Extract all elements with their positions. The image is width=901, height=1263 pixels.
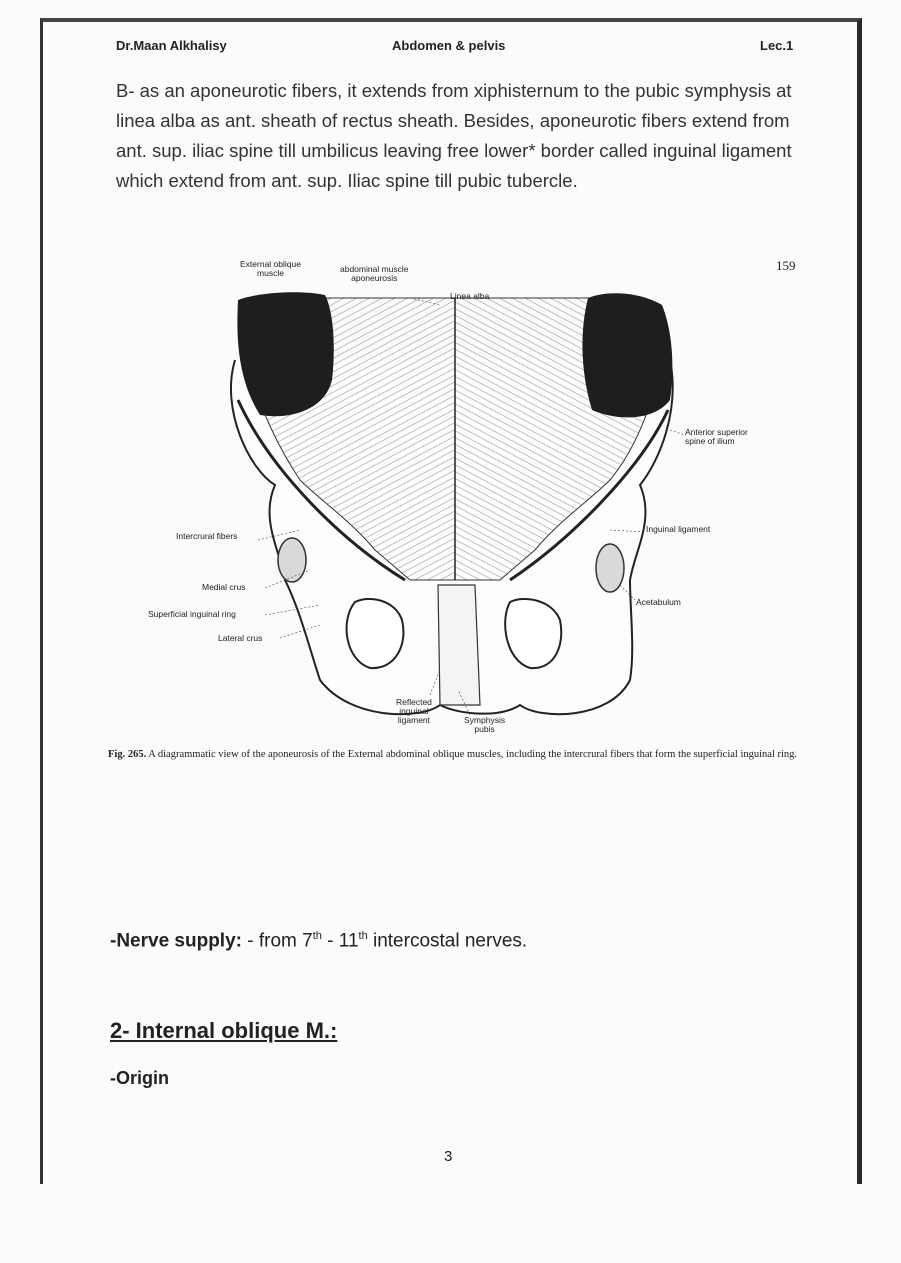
book-page-number: 159 [776, 258, 796, 273]
left-acetabulum [278, 538, 306, 582]
nerve-supply-line [110, 930, 527, 952]
label-external-oblique: External oblique muscle [240, 259, 301, 278]
section-title: 2- Internal oblique M.: [110, 1018, 338, 1043]
nerve-supply-sup2: th [358, 930, 368, 942]
label-asis: Anterior superior spine of ilium [685, 427, 748, 446]
label-linea-alba: Linea alba [450, 291, 490, 301]
right-acetabulum [596, 544, 624, 592]
label-lateral-crus: Lateral crus [218, 633, 263, 643]
nerve-supply-middle: - 11 [321, 930, 359, 952]
caption-label: Fig. 265. [108, 749, 147, 760]
label-inguinal-ligament: Inguinal ligament [646, 524, 711, 534]
header-subject: Abdomen & pelvis [392, 38, 506, 53]
anatomy-figure [140, 250, 820, 750]
nerve-supply-label: -Nerve supply: [110, 930, 242, 952]
label-medial-crus: Medial crus [202, 582, 246, 592]
nerve-supply-prefix: - from 7 [241, 930, 313, 952]
page-number: 3 [444, 1148, 453, 1165]
figure-caption [108, 748, 798, 761]
label-intercrural-fibers: Intercrural fibers [176, 531, 238, 541]
nerve-supply-suffix: intercostal nerves. [367, 930, 528, 952]
label-symphysis: Symphysis pubis [464, 715, 506, 734]
label-aponeurosis: abdominal muscle aponeurosis [340, 264, 409, 283]
label-acetabulum: Acetabulum [636, 597, 681, 607]
header-lecture: Lec.1 [760, 38, 794, 53]
left-obturator-foramen [347, 599, 404, 668]
pelvis-illustration [140, 250, 820, 750]
header-author: Dr.Maan Alkhalisy [116, 38, 227, 53]
origin-label: -Origin [110, 1068, 169, 1088]
right-external-oblique-muscle [582, 293, 672, 417]
nerve-supply-sup1: th [312, 930, 322, 942]
left-external-oblique-muscle [237, 292, 333, 416]
caption-text: A diagrammatic view of the aponeurosis of the External abdominal oblique muscles, including the intercrural fibers that form the superficial inguinal ring. [148, 749, 798, 760]
label-superficial-ring: Superficial inguinal ring [148, 609, 236, 619]
label-reflected-ligament: Reflected inguinal ligament [396, 697, 432, 725]
pubic-symphysis [438, 585, 480, 705]
body-paragraph: B- as an aponeurotic fibers, it extends from xiphisternum to the pubic symphysis at linea alba as ant. sheath of rectus sheath. Besides, aponeurotic fibers extend from ant. sup. iliac spine till umbilicus leaving free lower* border called inguinal ligament which extend from ant. sup. Iliac spine till pubic tubercle. [116, 80, 792, 191]
